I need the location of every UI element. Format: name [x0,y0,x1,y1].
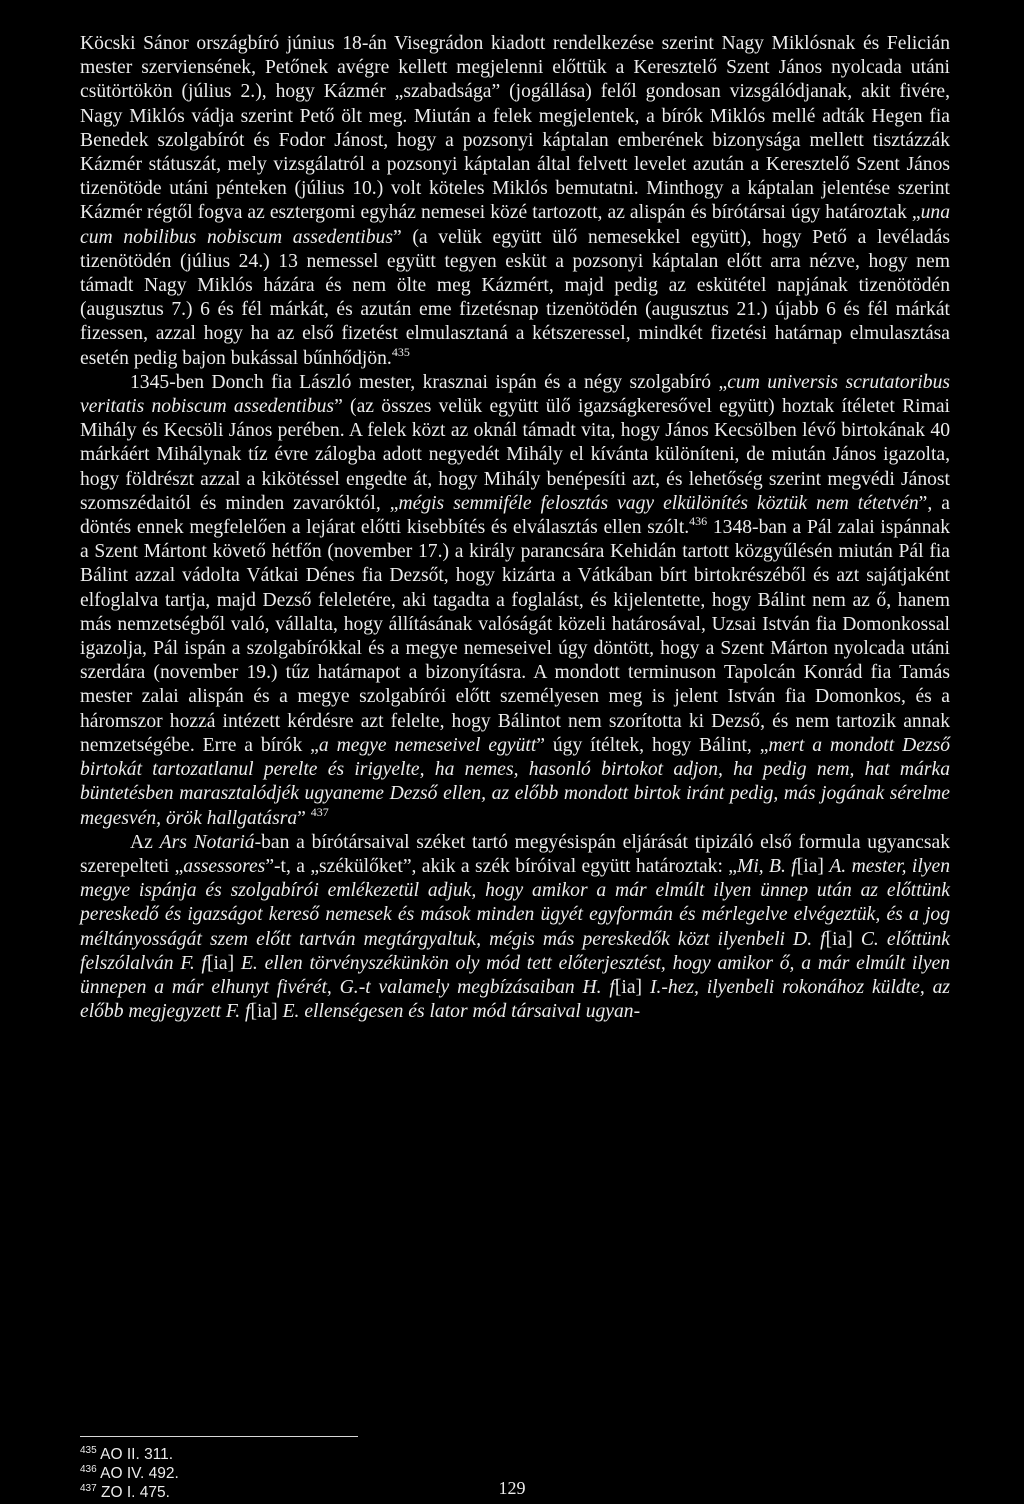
footnote-text: AO II. 311. [96,1446,174,1463]
footnote [80,1445,179,1464]
footnote-text: AO IV. 492. [96,1465,179,1482]
italic-quote: C. előttünk felszólalván F. f [80,928,950,974]
footnote-ref: 436 [689,514,708,529]
footnote-ref: 437 [310,804,329,819]
italic-quote: assessores [183,855,266,877]
body-text [80,32,950,1024]
text-run: ” (az összes velük együtt ülő igazságkeresővel együtt) hoztak ítéletet Rimai Mihály és Kecsöli János perében. A felek közt az oknál támadt vita, hogy János Kecsölben lévő birtokának 40 márkáért Mihálynak tíz évre zálogba adott negyedét Mihály el kívánta különíteni, de miután János igazolta, hogy földrészt azzal a kikötéssel engedte át, hogy Mihály benépesíti azt, és lehetőség szerint megvédi Jánost szomszédaitól és minden zavaróktól, „ [80,396,950,514]
page-number: 129 [498,1478,526,1498]
paragraph [80,32,950,371]
text-run: [ia] [796,855,830,877]
text-run: Köcski Sánor országbíró június 18-án Visegrádon kiadott rendelkezése szerint Nagy Miklósnak és Felicián mester szerviensének, Petőnek avégre kellett megjelenni előttük a Keresztelő Szent János nyolcada utáni csütörtökön (július 2.), hogy Kázmér „szabadsága” (jogállása) felől gondosan vizsgálódjanak, akit fivére, Nagy Miklós vádja szerint Pető ölt meg. Miután a felek megjelentek, a bírók Miklós mellé adták Hegen fia Benedek szolgabírót és Fodor Jánost, hogy a pozsonyi káptalan emberének bizonysága mellett tisztázzák Kázmér státuszát, mely vizsgálatról a pozsonyi káptalan által felvett levelet azután a Keresztelő Szent János tizenötöde utáni pénteken (július 10.) volt köteles Miklós bemutatni. Minthogy a káptalan jelentése szerint Kázmér régtől fogva az esztergomi egyház nemesei közé tartozott, az alispán és bírótársai úgy határoztak „ [80,33,950,224]
paragraph [80,371,950,831]
italic-quote: I.-hez, ilyenbeli rokonához küldte, az előbb megjegyzett F. f [80,976,951,1023]
text-run: [ia] [614,976,650,998]
footnote-ref: 435 [391,344,410,359]
text-run: ” [297,807,311,829]
italic-quote: cum universis scrutatoribus veritatis nobiscum assedentibus [80,371,950,418]
text-run: Az [130,831,160,853]
text-run: [ia] [250,1001,283,1023]
text-run: ”-t, a „székülőket”, akik a szék bíróival együtt határoztak: „ [265,855,737,877]
text-run: [ia] [825,928,861,950]
footnote-text: ZO I. 475. [96,1484,170,1501]
footnote-separator [80,1436,358,1437]
text-run: ” (a velük együtt ülő nemesekkel együtt), hogy Pető a levéladás tizenötödén (július 24.) 13 nemessel együtt tegyen esküt a pozsonyi káptalan előtt arra nézve, hogy nem támadt Nagy Miklós házára és nem ölte meg Kázmért, majd pedig az eskütétel napjának tizenötödén (augusztus 7.) 6 és fél márkát, és azután eme fizetésnap tizenötödén (augusztus 21.) újabb 6 és fél márkát fizessen, azzal hogy ha az első fizetést elmulasztaná a kétszeressel, mindkét fizetési határnap elmulasztása esetén pedig bajon bukással bűnhődjön. [80,226,950,369]
text-run: -ban a bírótársaival széket tartó megyésispán eljárását tipizáló első formula ugyancsak szerepelteti „ [80,831,950,877]
italic-quote: Mi, B. f [737,855,797,877]
text-run: 1348-ban a Pál zalai ispánnak a Szent Mártont követő hétfőn (november 17.) a király parancsára Kehidán tartott közgyűlésén miután Pál fia Bálint azzal vádolta Vátkai Dénes fia Dezsőt, hogy kizárta a Vátkában bírt birtokrészéből és azt sajátjaként elfoglalva tartja, majd Dezső feleletére, aki tagadta a foglalást, és kijelentette, hogy Bálint nem az ő, hanem más nemzetségből való, vállalta, hogy állításának valóságát közeli határosával, Uzsai István fia Domonkossal igazolja, Pál ispán a szolgabírókkal és a megye nemeseivel úgy döntött, hogy a Szent Márton nyolcada utáni szerdára (november 19.) tűz határnapot a bizonyításra. A mondott terminuson Tapolcán Konrád fia Tamás mester zalai alispán és a megye szolgabírói előtt személyesen meg is jelent István fia Domonkos, és a háromszor hozzá intézett kérdésre azt felelte, hogy Bálintot nem szorította ki Dezső, és nem tartozik annak nemzetségébe. Erre a bírók „ [80,517,950,756]
text-run: ”, a döntés ennek megfelelően a lejárat előtti kisebbítés és elválasztás ellen szólt. [80,492,950,539]
italic-quote: a megye nemeseivel együtt [318,734,537,756]
paragraph [80,831,950,1025]
text-run: [ia] [206,952,241,974]
italic-quote: E. ellenségesen és lator mód társaival ugyan- [282,1001,641,1023]
italic-quote: A. mester, ilyen megye ispánja és szolgabírói emlékezetül adjuk, hogy amikor a már elmúlt ilyen ünnep után az előttünk pereskedő és igazságot kereső nemesek és mások minden ügyét egyformán és mérlegelve elvégeztük, és a jog méltányosságát szem előtt tartván megtárgyaltuk, mégis más pereskedők közt ilyenbeli D. f [80,855,950,950]
italic-quote: una cum nobilibus nobiscum assedentibus [80,202,950,248]
italic-quote: mégis semmiféle felosztás vagy elkülönítés köztük nem tétetvén [398,492,919,514]
footnote-number: 437 [80,1483,97,1494]
footnote-number: 436 [80,1464,97,1475]
text-run: ” úgy ítéltek, hogy Bálint, „ [536,734,769,756]
italic-quote: mert a mondott Dezső birtokát tartozatlanul perelte és irigyelte, ha nemes, hasonló birtokot adjon, ha pedig nem, hat márka büntetésben marasztalódjék ugyaneme Dezső ellen, az előbb mondott birtok iránt pedig, más jogának sérelme megesvén, örök hallgatásra [80,734,950,829]
italic-quote: Ars Notariá [159,831,255,853]
footnote-number: 435 [80,1445,97,1456]
text-run: 1345-ben Donch fia László mester, krasznai ispán és a négy szolgabíró „ [130,371,728,393]
italic-quote: E. ellen törvényszékünkön oly mód tett előterjesztést, hogy amikor ő, a már elmúlt ilyen ünnepen a már elhunyt fivérét, G.-t valamely megbízásaiban H. f [80,952,951,998]
